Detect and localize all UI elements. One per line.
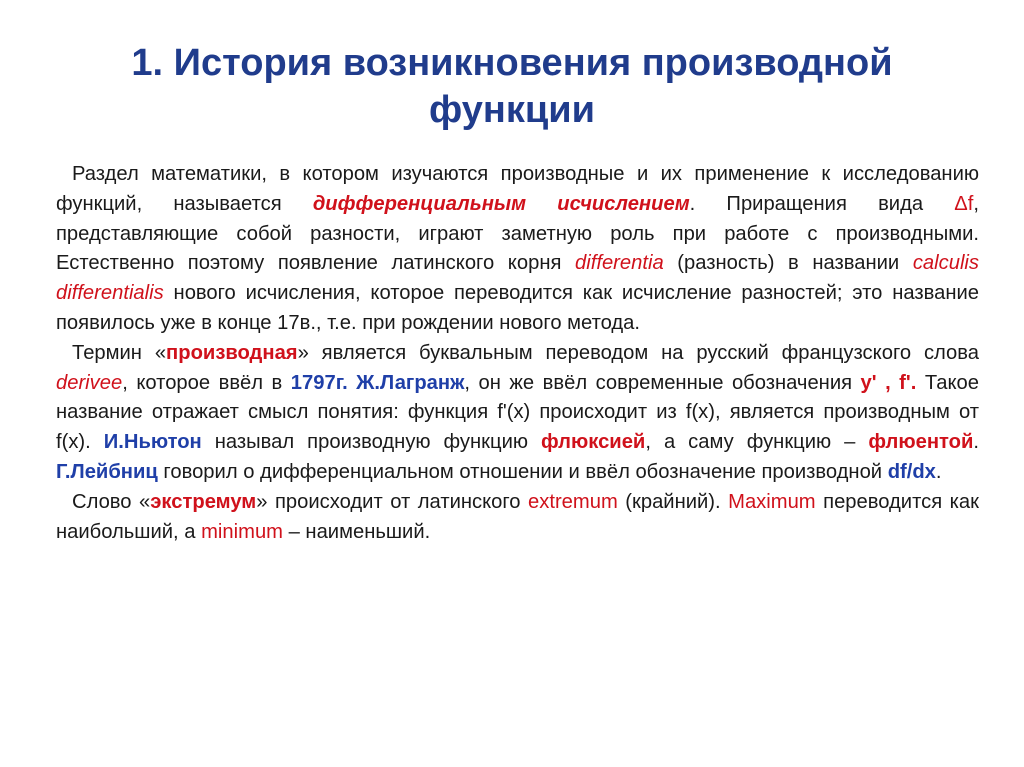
text-run: говорил о дифференциальном отношении и ввёл обозначение производной — [157, 460, 888, 483]
title-line-2: функции — [429, 89, 595, 131]
text-run: » является буквальным переводом на русский французского слова — [297, 341, 979, 364]
text-run: , а саму функцию – — [645, 431, 869, 454]
term-fluxion: флюксией — [541, 431, 646, 454]
paragraph-derivative-term — [56, 339, 979, 488]
notation-dfdx: df/dx — [887, 460, 936, 483]
name-lagrange: 1797г. Ж.Лагранж — [290, 371, 465, 394]
term-delta-f: Δf — [954, 192, 974, 215]
text-run: . — [935, 460, 942, 483]
term-proizvodnaya: производная — [166, 341, 298, 364]
term-extremum-la: extremum — [528, 490, 618, 513]
name-leibniz: Г.Лейбниц — [56, 460, 158, 483]
text-run: (крайний). — [617, 490, 729, 513]
text-run: переводится как наибольший, а — [56, 490, 979, 543]
text-run: , которое ввёл в — [122, 371, 291, 394]
text-run: Раздел математики, в котором изучаются производные и их применение к исследованию функций, называется — [56, 163, 979, 215]
notation-prime: y' , f'. — [860, 371, 917, 394]
text-run: (разность) в названии — [663, 252, 913, 275]
text-run: – наименьший. — [282, 520, 431, 543]
term-fluent: флюентой — [868, 431, 974, 454]
term-maximum: Maximum — [728, 490, 816, 513]
name-newton: И.Ньютон — [103, 431, 202, 454]
text-run: Слово « — [72, 490, 151, 513]
slide-body — [56, 160, 979, 547]
slide-title — [60, 40, 964, 134]
title-line-1: 1. История возникновения производной — [131, 42, 893, 84]
text-run: Такое название отражает смысл понятия: функция f'(x) происходит из f(x), является производным от f(x). — [56, 371, 979, 454]
paragraph-differential-calculus — [56, 160, 979, 339]
term-extremum-ru: экстремум — [150, 490, 257, 513]
text-run: , он же ввёл современные обозначения — [464, 371, 861, 394]
term-differentia: differentia — [575, 252, 664, 275]
text-run: нового исчисления, которое переводится как исчисление разностей; это название появилось уже в конце 17в., т.е. при рождении нового метода. — [56, 282, 979, 334]
term-differential-calculus: дифференциальным исчислением — [312, 192, 690, 215]
text-run: . Приращения вида — [689, 192, 955, 215]
text-run: , представляющие собой разности, играют заметную роль при работе с производными. Естественно поэтому появление латинского корня — [56, 192, 979, 275]
text-run: . — [973, 431, 979, 454]
term-derivee: derivee — [56, 371, 123, 394]
text-run: называл производную функцию — [201, 431, 541, 454]
text-run: Термин « — [72, 341, 167, 364]
paragraph-extremum — [56, 488, 979, 548]
term-calculis-differentialis: calculis differentialis — [56, 252, 980, 305]
text-run: » происходит от латинского — [256, 490, 529, 513]
term-minimum: minimum — [201, 520, 283, 543]
